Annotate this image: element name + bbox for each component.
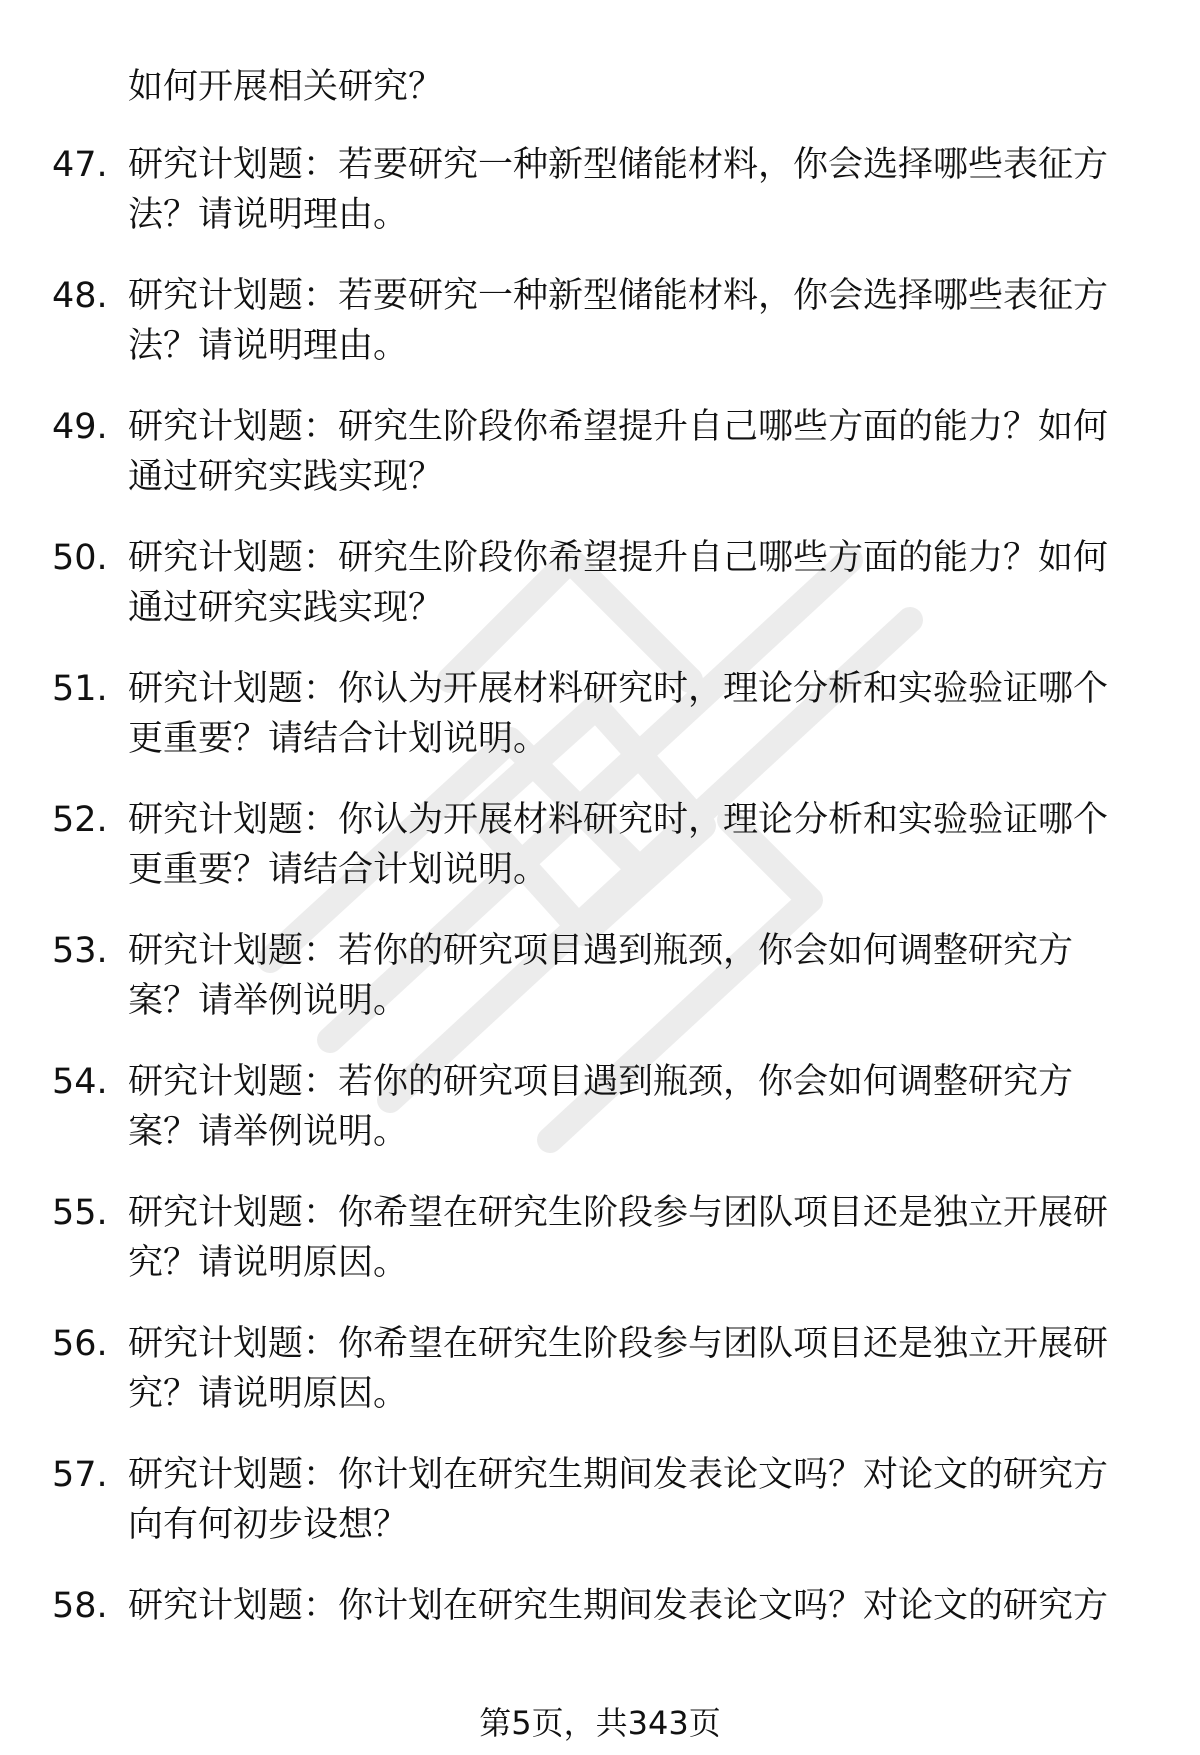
list-item — [0, 140, 1200, 271]
list-item — [0, 1057, 1200, 1188]
list-item — [0, 533, 1200, 664]
item-number: 58. — [52, 1586, 108, 1626]
page-footer: 第5页，共343页 — [479, 1704, 721, 1742]
item-text: 研究计划题：你认为开展材料研究时，理论分析和实验验证哪个更重要？请结合计划说明。 — [128, 800, 1109, 890]
list-item — [0, 926, 1200, 1057]
item-number: 49. — [52, 407, 108, 447]
item-text: 研究计划题：你希望在研究生阶段参与团队项目还是独立开展研究？请说明原因。 — [128, 1324, 1109, 1414]
item-text: 研究计划题：研究生阶段你希望提升自己哪些方面的能力？如何通过研究实践实现？ — [128, 407, 1109, 497]
list-item — [0, 1450, 1200, 1581]
item-number: 47. — [52, 145, 108, 185]
list-item — [0, 402, 1200, 533]
item-text: 研究计划题：你计划在研究生期间发表论文吗？对论文的研究方向有何初步设想？ — [128, 1455, 1109, 1545]
item-text: 研究计划题：你计划在研究生期间发表论文吗？对论文的研究方 — [128, 1586, 1109, 1626]
item-text: 研究计划题：若要研究一种新型储能材料，你会选择哪些表征方法？请说明理由。 — [128, 276, 1109, 366]
list-item — [0, 664, 1200, 795]
question-list — [0, 140, 1200, 1712]
item-number: 48. — [52, 276, 108, 316]
continuation-text: 如何开展相关研究？ — [128, 67, 444, 107]
item-number: 52. — [52, 800, 108, 840]
list-item — [0, 271, 1200, 402]
item-text: 研究计划题：若要研究一种新型储能材料，你会选择哪些表征方法？请说明理由。 — [128, 145, 1109, 235]
list-item — [0, 795, 1200, 926]
item-number: 54. — [52, 1062, 108, 1102]
item-text: 研究计划题：研究生阶段你希望提升自己哪些方面的能力？如何通过研究实践实现？ — [128, 538, 1109, 628]
item-number: 57. — [52, 1455, 108, 1495]
item-number: 55. — [52, 1193, 108, 1233]
item-text: 研究计划题：若你的研究项目遇到瓶颈，你会如何调整研究方案？请举例说明。 — [128, 1062, 1074, 1152]
item-number: 56. — [52, 1324, 108, 1364]
item-text: 研究计划题：你认为开展材料研究时，理论分析和实验验证哪个更重要？请结合计划说明。 — [128, 669, 1109, 759]
item-number: 51. — [52, 669, 108, 709]
list-item — [0, 1188, 1200, 1319]
list-item — [0, 1319, 1200, 1450]
item-text: 研究计划题：你希望在研究生阶段参与团队项目还是独立开展研究？请说明原因。 — [128, 1193, 1109, 1283]
item-text: 研究计划题：若你的研究项目遇到瓶颈，你会如何调整研究方案？请举例说明。 — [128, 931, 1074, 1021]
list-item — [0, 1581, 1200, 1712]
item-number: 50. — [52, 538, 108, 578]
item-number: 53. — [52, 931, 108, 971]
